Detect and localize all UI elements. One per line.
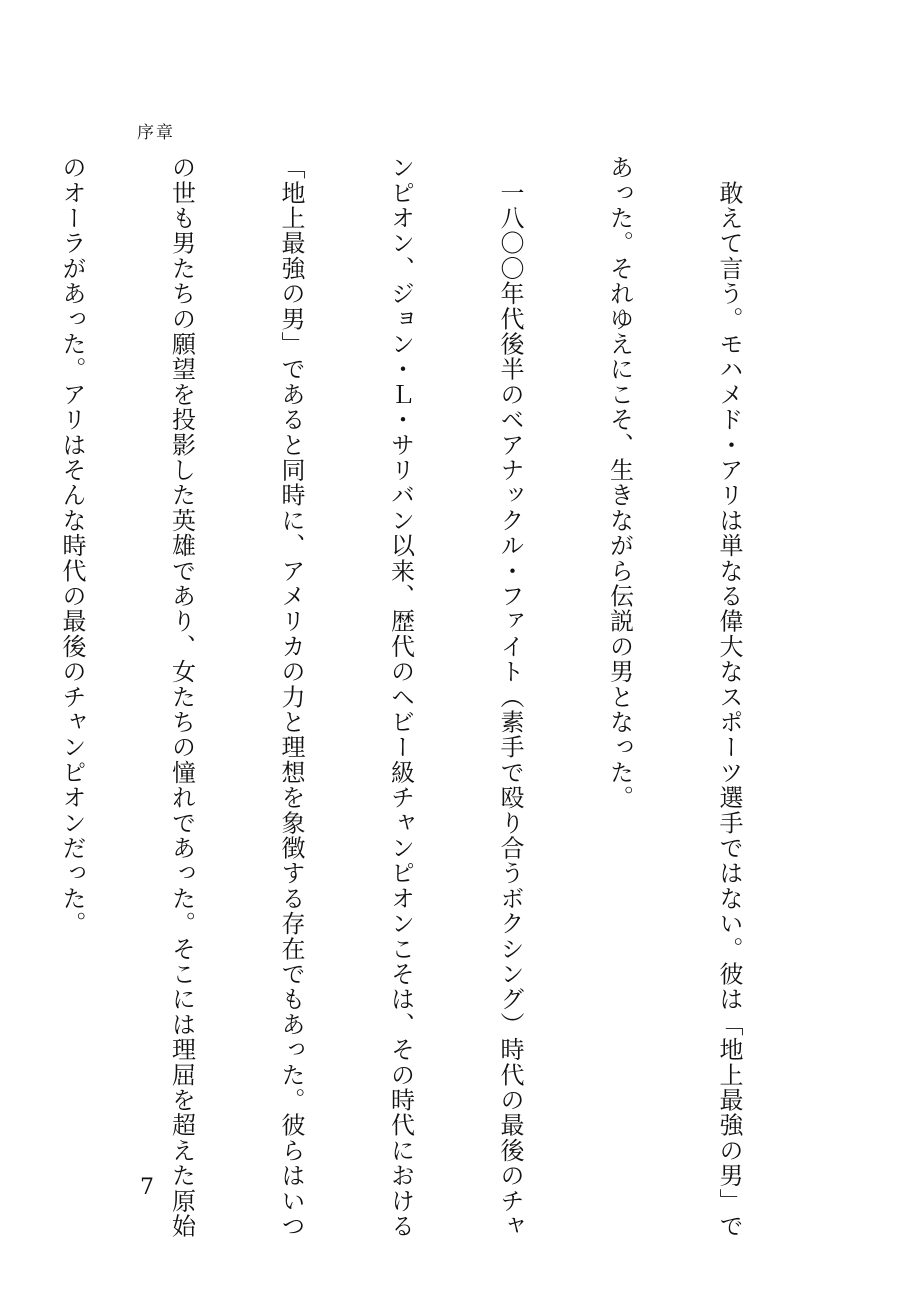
text-line: のオーラがあった。アリはそんな時代の最後のチャンピオンだった。 [58,155,86,937]
text-line: ンピオン、ジョン・Ｌ・サリバン以来、歴代のヘビー級チャンピオンこそは、その時代における [386,155,415,1239]
chapter-header: 序章 [137,123,175,143]
text-line: 敢えて言う。モハメド・アリは単なる偉大なスポーツ選手ではない。彼は「地上最強の男」で [715,155,743,1239]
page-number: 7 [140,1175,154,1200]
text-line: の世も男たちの願望を投影した英雄であり、女たちの憧れであった。そこには理屈を超えた原始 [167,155,196,1239]
text-line: 一八〇〇年代後半のベアナックル・ファイト（素手で殴り合うボクシング）時代の最後のチャ [496,155,524,1239]
body-text [58,155,820,1239]
text-line: あった。それゆえにこそ、生きながら伝説の男となった。 [605,155,634,811]
text-line: 「地上最強の男」であると同時に、アメリカの力と理想を象徴する存在でもあった。彼らはいつ [277,155,305,1239]
